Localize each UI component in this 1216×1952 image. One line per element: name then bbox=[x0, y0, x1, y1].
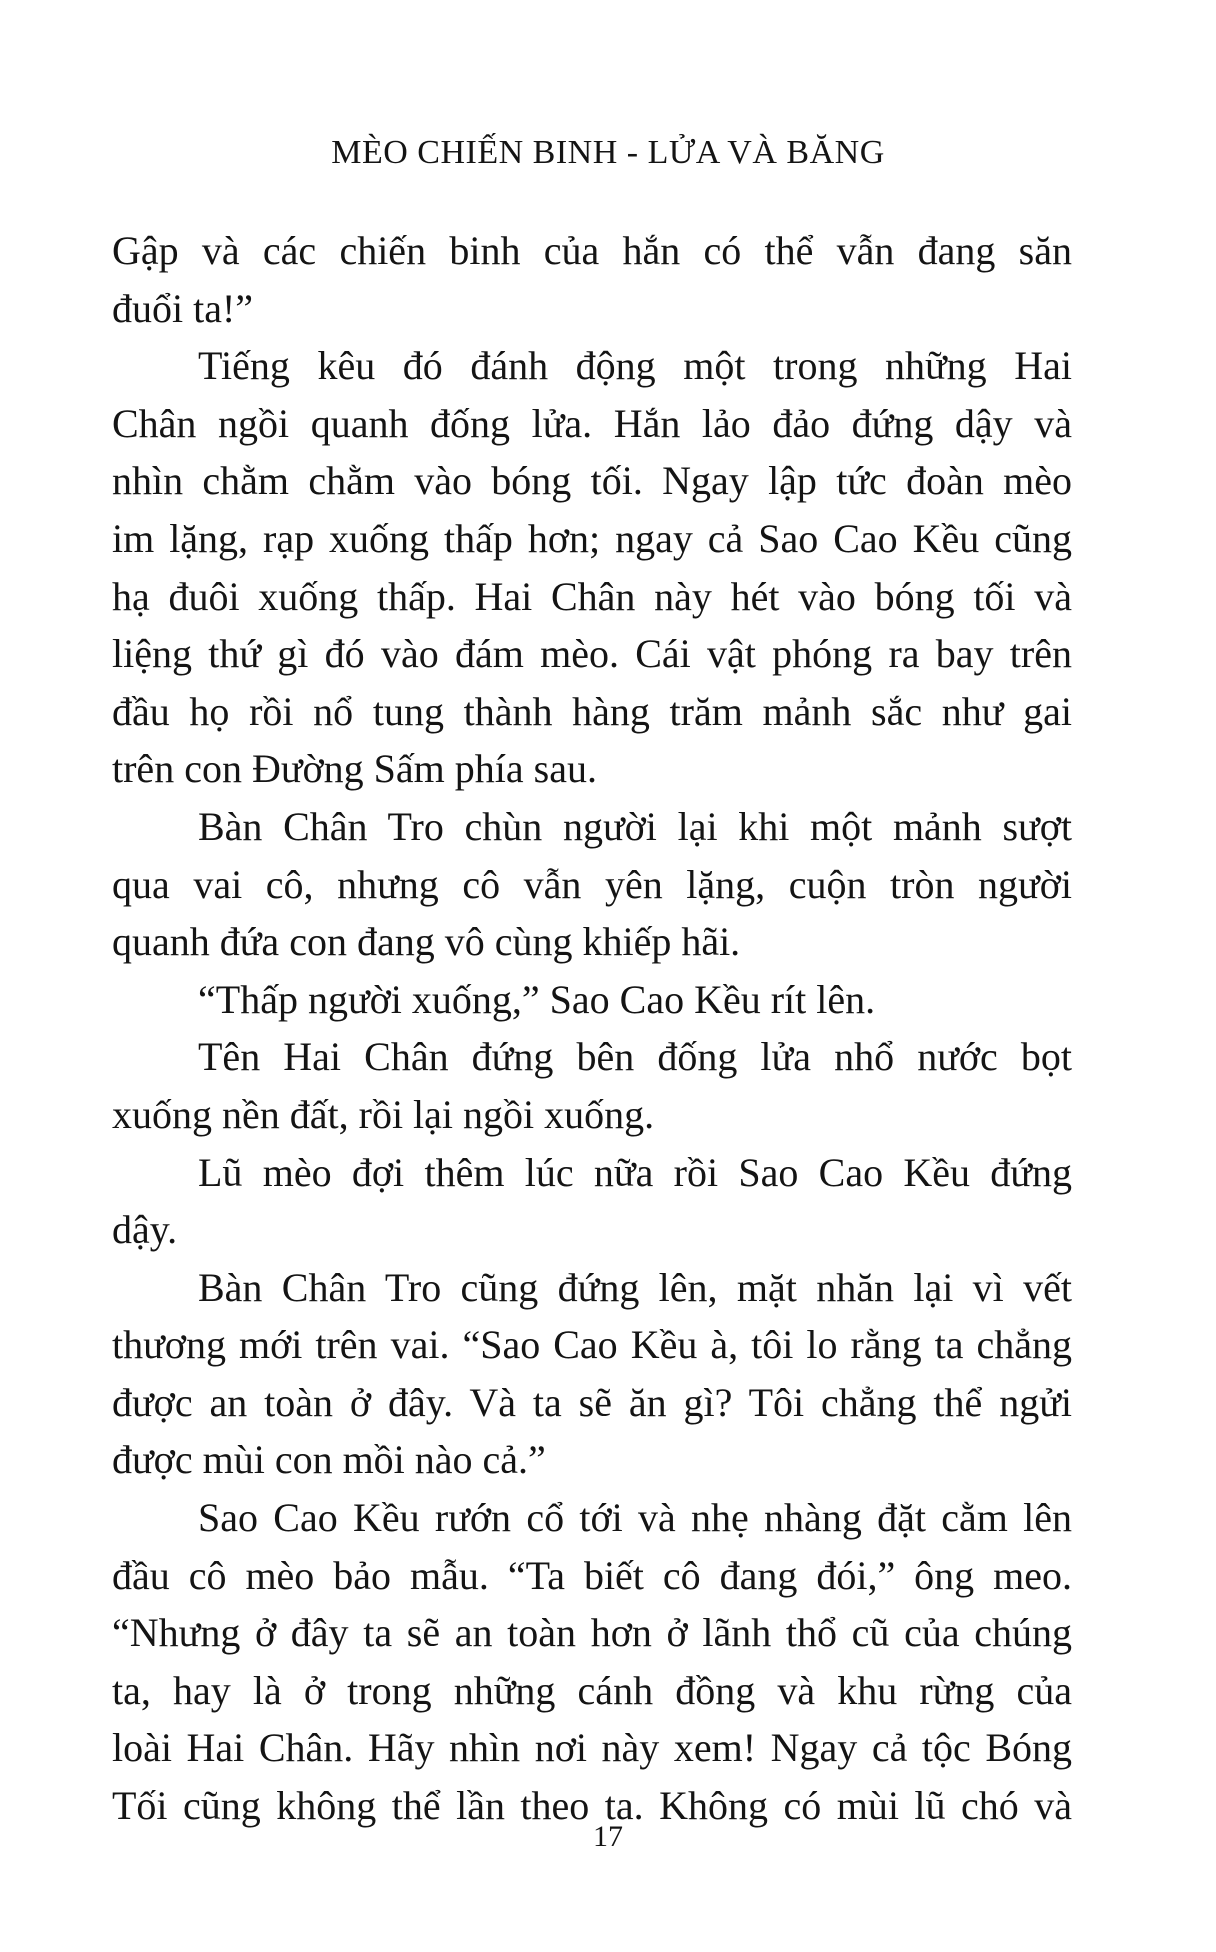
text-line: được an toàn ở đây. Và ta sẽ ăn gì? Tôi chẳng thể ngửi bbox=[112, 1379, 1072, 1425]
text-line: được mùi con mồi nào cả.” bbox=[112, 1437, 546, 1483]
text-line: ta, hay là ở trong những cánh đồng và khu rừng của bbox=[112, 1667, 1072, 1713]
paragraph-first-line: Sao Cao Kều rướn cổ tới và nhẹ nhàng đặt cằm lên bbox=[198, 1495, 1072, 1541]
text-line: xuống nền đất, rồi lại ngồi xuống. bbox=[112, 1091, 655, 1137]
paragraph-first-line: Lũ mèo đợi thêm lúc nữa rồi Sao Cao Kều đứng bbox=[198, 1149, 1072, 1195]
paragraph-first-line: Tên Hai Chân đứng bên đống lửa nhổ nước bọt bbox=[198, 1034, 1072, 1080]
paragraph-first-line: Bàn Chân Tro cũng đứng lên, mặt nhăn lại vì vết bbox=[198, 1264, 1072, 1310]
text-line: Chân ngồi quanh đống lửa. Hắn lảo đảo đứng dậy và bbox=[112, 400, 1072, 446]
text-line: hạ đuôi xuống thấp. Hai Chân này hét vào bóng tối và bbox=[112, 573, 1072, 619]
text-line: trên con Đường Sấm phía sau. bbox=[112, 746, 597, 792]
paragraph-first-line: Tiếng kêu đó đánh động một trong những Hai bbox=[198, 343, 1072, 389]
page-number: 17 bbox=[593, 1820, 623, 1853]
text-line: Gập và các chiến binh của hắn có thể vẫn đang săn bbox=[112, 228, 1072, 273]
running-header: MÈO CHIẾN BINH - LỬA VÀ BĂNG bbox=[331, 134, 885, 171]
text-line: dậy. bbox=[112, 1207, 178, 1253]
text-line: đầu họ rồi nổ tung thành hàng trăm mảnh sắc như gai bbox=[112, 688, 1072, 734]
text-line: quanh đứa con đang vô cùng khiếp hãi. bbox=[112, 919, 741, 965]
text-line: “Nhưng ở đây ta sẽ an toàn hơn ở lãnh thổ cũ của chúng bbox=[112, 1610, 1072, 1656]
text-line: nhìn chằm chằm vào bóng tối. Ngay lập tức đoàn mèo bbox=[112, 458, 1072, 504]
text-line: đuổi ta!” bbox=[112, 285, 254, 331]
text-line: Tối cũng không thể lần theo ta. Không có mùi lũ chó và bbox=[112, 1783, 1072, 1829]
text-line: im lặng, rạp xuống thấp hơn; ngay cả Sao Cao Kều cũng bbox=[112, 515, 1072, 561]
text-line: thương mới trên vai. “Sao Cao Kều à, tôi lo rằng ta chẳng bbox=[112, 1322, 1072, 1368]
text-line: đầu cô mèo bảo mẫu. “Ta biết cô đang đói,” ông meo. bbox=[112, 1552, 1072, 1598]
body-text bbox=[112, 222, 1072, 1835]
text-line: loài Hai Chân. Hãy nhìn nơi này xem! Ngay cả tộc Bóng bbox=[112, 1725, 1072, 1771]
paragraph-first-line: Bàn Chân Tro chùn người lại khi một mảnh sượt bbox=[198, 803, 1072, 849]
text-line: qua vai cô, nhưng cô vẫn yên lặng, cuộn tròn người bbox=[112, 861, 1072, 907]
text-line: liệng thứ gì đó vào đám mèo. Cái vật phóng ra bay trên bbox=[112, 631, 1072, 677]
paragraph-first-line: “Thấp người xuống,” Sao Cao Kều rít lên. bbox=[198, 976, 876, 1022]
